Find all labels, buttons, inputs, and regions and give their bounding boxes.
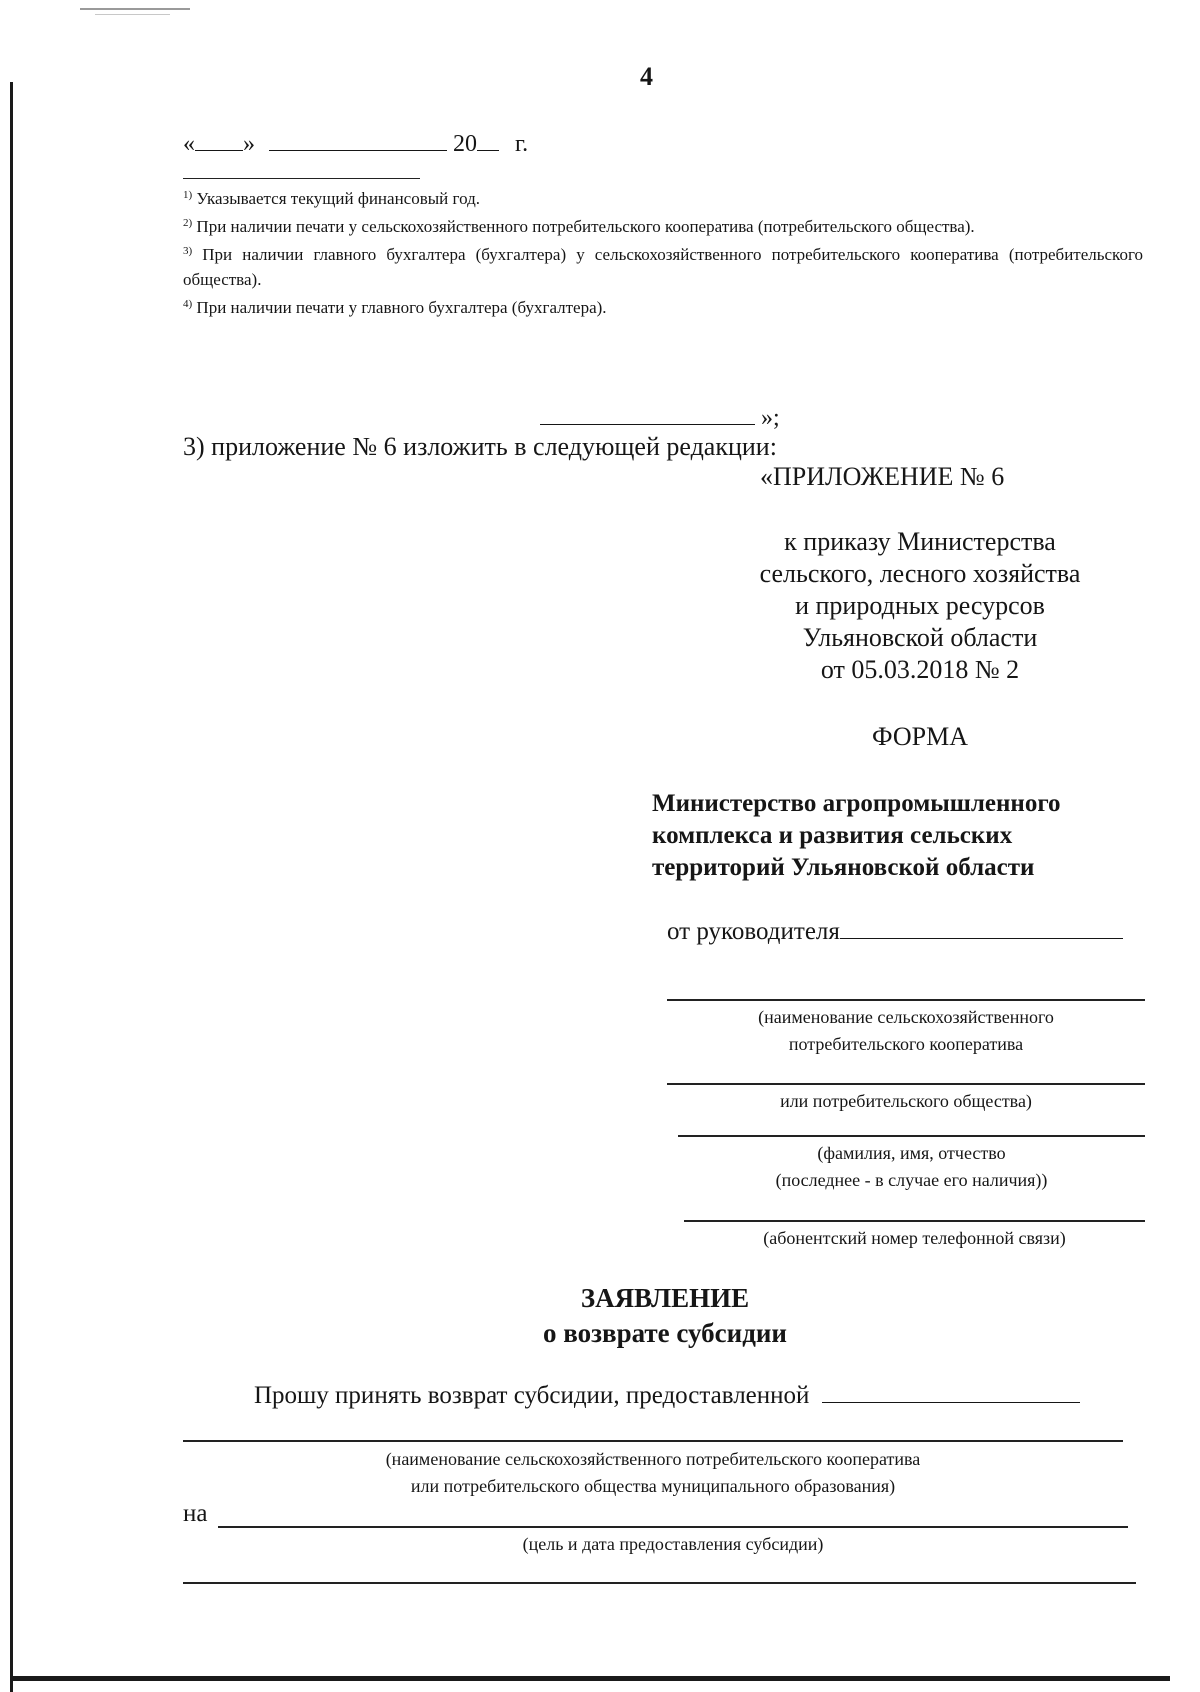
date-open-quote: «: [183, 131, 195, 157]
purpose-blank: [218, 1526, 1128, 1528]
footnote-3: $^{3)}$ При наличии главного бухгалтера (бухгалтера) у сельскохозяйственного потребительского кооператива (потребительского общества).: [183, 245, 1143, 289]
scan-edge-left: [10, 82, 13, 1692]
fio-blank: [678, 1135, 1145, 1137]
footnote-1: $^{1)}$ Указывается текущий финансовый год.: [183, 189, 480, 208]
phone-blank: [684, 1220, 1145, 1222]
closing-mark: »;: [761, 405, 780, 431]
order-line: от 05.03.2018 № 2: [820, 655, 1020, 684]
date-close-quote: »: [243, 131, 255, 157]
form-label: ФОРМА: [872, 722, 968, 751]
order-line: и природных ресурсов: [795, 591, 1045, 620]
recipient-blank: [822, 1380, 1080, 1403]
closing-blank: [540, 402, 755, 425]
footnote-4: $^{4)}$ При наличии печати у главного бухгалтера (бухгалтера).: [183, 298, 607, 317]
request-text: Прошу принять возврат субсидии, предоставленной: [254, 1382, 810, 1409]
coop-name-caption-2: или потребительского общества): [780, 1091, 1032, 1111]
phone-caption: (абонентский номер телефонной связи): [763, 1228, 1066, 1248]
coop-name-blank-2: [667, 1083, 1145, 1085]
footnote-separator: [183, 178, 420, 179]
document-title: ЗАЯВЛЕНИЕ: [580, 1283, 750, 1313]
order-line: сельского, лесного хозяйства: [759, 559, 1081, 588]
na-label: на: [183, 1500, 208, 1527]
order-line: к приказу Министерства: [784, 527, 1056, 556]
scan-mark: [80, 8, 190, 10]
order-line: Ульяновской области: [802, 623, 1038, 652]
year-blank: [477, 128, 499, 151]
year-suffix: г.: [515, 131, 529, 157]
day-blank: [195, 128, 243, 151]
coop-full-blank: [183, 1440, 1123, 1442]
document-title-block: [400, 1281, 930, 1351]
purpose-caption: (цель и дата предоставления субсидии): [522, 1534, 824, 1554]
footnotes: [183, 183, 1143, 320]
scan-edge-bottom: [10, 1676, 1170, 1681]
from-label: от руководителя: [667, 918, 840, 945]
month-blank: [269, 128, 447, 151]
addressee-ministry: Министерство агропромышленного комплекса и развития сельских территорий Ульяновской области: [652, 790, 1061, 881]
purpose-blank-2: [183, 1582, 1136, 1584]
closing-line: [540, 402, 780, 432]
coop-name-caption: (наименование сельскохозяйственного потребительского кооператива: [758, 1007, 1054, 1054]
from-head-line: [667, 916, 1123, 946]
appendix-title: «ПРИЛОЖЕНИЕ № 6: [760, 462, 1005, 491]
request-caption: (наименование сельскохозяйственного потребительского кооператива или потребительского общества муниципального образования): [385, 1449, 921, 1496]
head-name-blank: [840, 916, 1123, 939]
page-number: 4: [640, 62, 653, 91]
fio-caption: (фамилия, имя, отчество (последнее - в случае его наличия)): [775, 1143, 1048, 1190]
signature-date-line: [183, 128, 528, 158]
year-prefix: 20: [453, 131, 477, 157]
request-line: [254, 1380, 1080, 1410]
item-3-text: 3) приложение № 6 изложить в следующей редакции:: [183, 432, 777, 461]
coop-name-blank: [667, 999, 1145, 1001]
document-subtitle: о возврате субсидии: [543, 1318, 787, 1348]
scan-mark: [95, 14, 170, 15]
footnote-2: $^{2)}$ При наличии печати у сельскохозяйственного потребительского кооператива (потребительского общества).: [183, 217, 975, 236]
order-reference: [700, 526, 1140, 686]
